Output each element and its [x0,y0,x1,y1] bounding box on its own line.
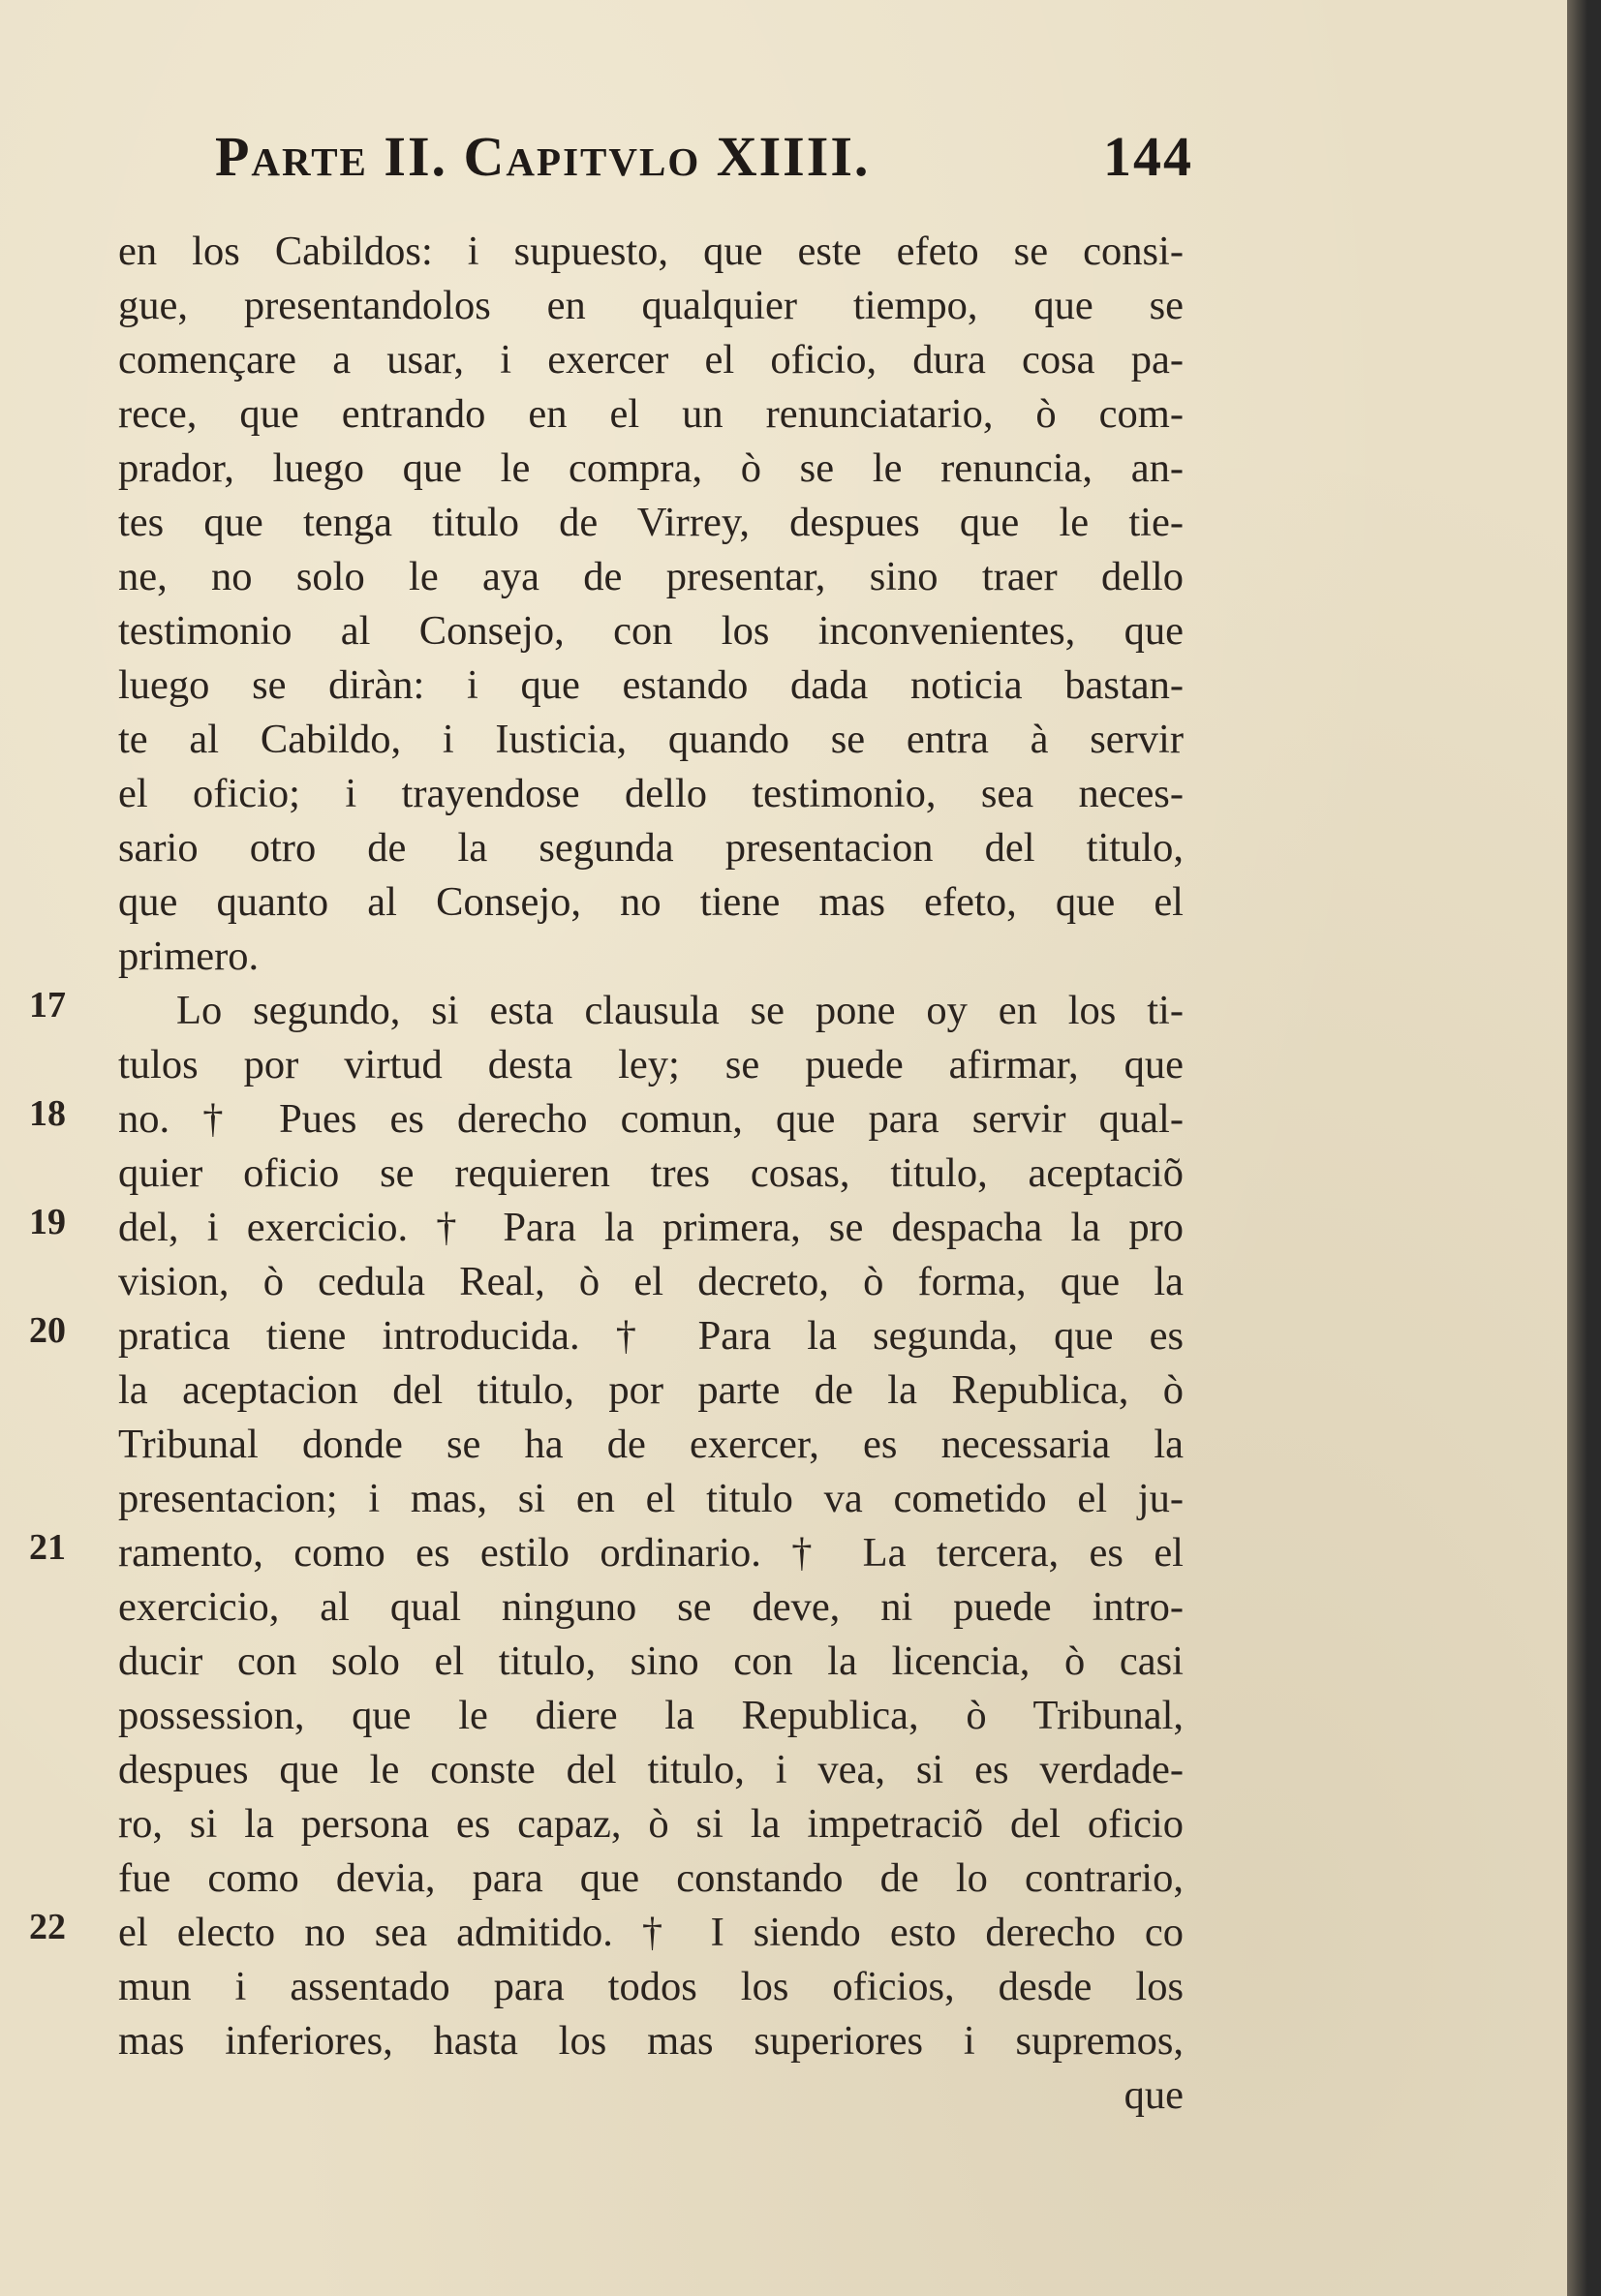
text-line: ne, no solo le aya de presentar, sino traer dello [118,554,1184,599]
page-edge-shadow [1567,0,1601,2296]
margin-number: 21 [29,1527,66,1568]
text-line: quier oficio se requieren tres cosas, titulo, aceptaciõ [118,1150,1184,1196]
text-line: del, i exercicio. † Para la primera, se despacha la pro [118,1205,1184,1250]
text-line: el electo no sea admitido. † I siendo esto derecho co [118,1910,1184,1955]
text-line: luego se diràn: i que estando dada noticia bastan- [118,662,1184,708]
text-line: ducir con solo el titulo, sino con la licencia, ò casi [118,1638,1184,1684]
text-line: presentacion; i mas, si en el titulo va cometido el ju- [118,1476,1184,1521]
text-line: mun i assentado para todos los oficios, desde los [118,1964,1184,2009]
text-line: ro, si la persona es capaz, ò si la impetraciõ del oficio [118,1801,1184,1847]
text-line: te al Cabildo, i Iusticia, quando se entra à servir [118,717,1184,762]
margin-number: 17 [29,985,66,1026]
text-line: no. † Pues es derecho comun, que para servir qual- [118,1096,1184,1142]
text-line: pratica tiene introducida. † Para la segunda, que es [118,1313,1184,1359]
margin-number: 22 [29,1907,66,1947]
text-line: Lo segundo, si esta clausula se pone oy en los ti- [176,988,1184,1033]
text-line: exercicio, al qual ninguno se deve, ni puede intro- [118,1584,1184,1630]
catchword: que [1124,2072,1184,2118]
text-line: ramento, como es estilo ordinario. † La tercera, es el [118,1530,1184,1576]
text-line: prador, luego que le compra, ò se le renuncia, an- [118,445,1184,491]
text-line: possession, que le diere la Republica, ò Tribunal, [118,1693,1184,1738]
text-line: gue, presentandolos en qualquier tiempo, que se [118,283,1184,328]
text-line: que quanto al Consejo, no tiene mas efeto, que el [118,879,1184,925]
text-line: despues que le conste del titulo, i vea, si es verdade- [118,1747,1184,1792]
body-text [118,225,1184,2123]
running-head: Parte II. Capitvlo XIIII. [215,125,871,188]
text-line: mas inferiores, hasta los mas superiores i supremos, [118,2018,1184,2064]
page-header [215,124,1193,201]
text-line: Tribunal donde se ha de exercer, es necessaria la [118,1422,1184,1467]
text-line: rece, que entrando en el un renunciatario, ò com- [118,391,1184,437]
text-line: tulos por virtud desta ley; se puede afirmar, que [118,1042,1184,1087]
text-line: testimonio al Consejo, con los inconvenientes, que [118,608,1184,654]
margin-number: 19 [29,1202,66,1242]
text-line: tes que tenga titulo de Virrey, despues que le tie- [118,500,1184,545]
margin-number: 18 [29,1093,66,1134]
text-line: sario otro de la segunda presentacion del titulo, [118,825,1184,871]
text-line: el oficio; i trayendose dello testimonio, sea neces- [118,771,1184,816]
text-line: primero. [118,934,260,979]
text-line: vision, ò cedula Real, ò el decreto, ò forma, que la [118,1259,1184,1304]
text-line: la aceptacion del titulo, por parte de la Republica, ò [118,1367,1184,1413]
text-line: començare a usar, i exercer el oficio, dura cosa pa- [118,337,1184,383]
page-number: 144 [1103,125,1193,188]
text-line: en los Cabildos: i supuesto, que este efeto se consi- [118,229,1184,274]
margin-number: 20 [29,1310,66,1351]
text-line: fue como devia, para que constando de lo contrario, [118,1855,1184,1901]
